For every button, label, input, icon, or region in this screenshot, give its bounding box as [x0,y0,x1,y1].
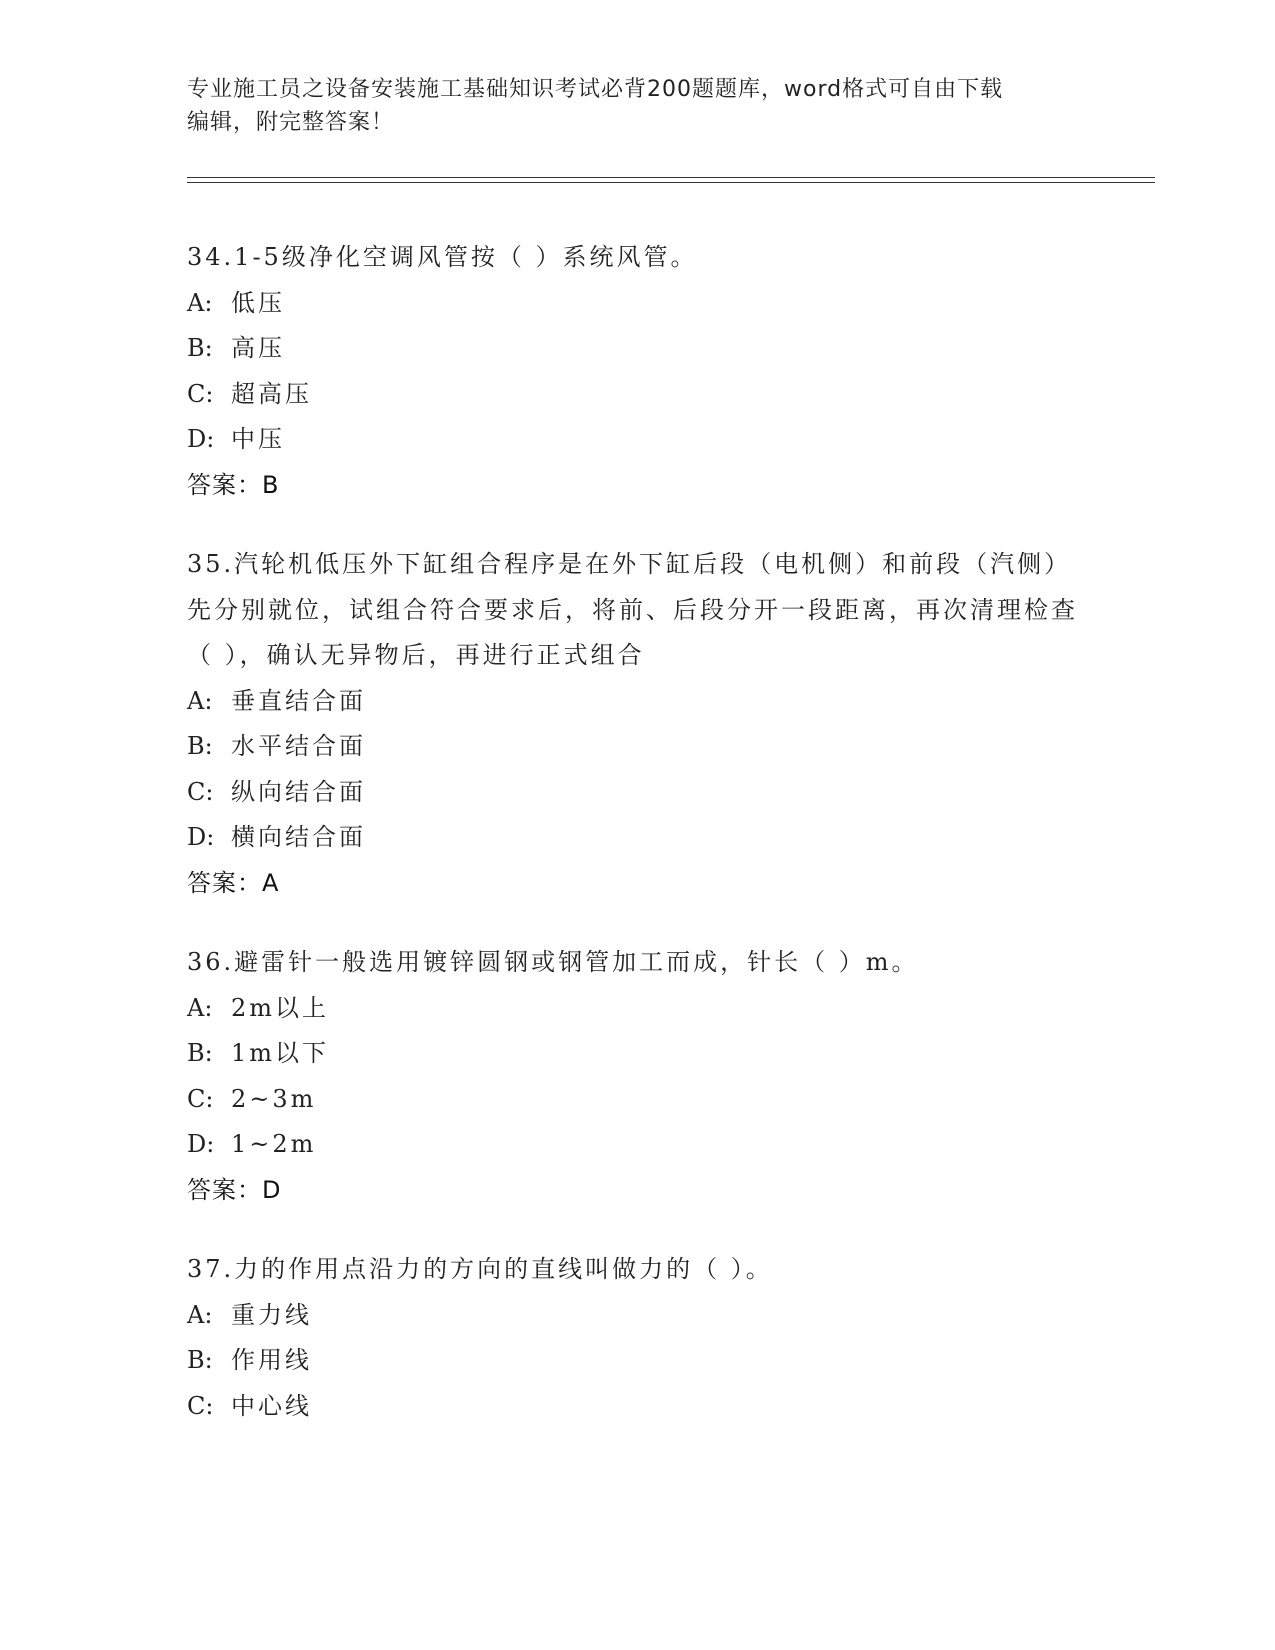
option-key: B: [187,1346,213,1374]
option-c [187,372,1087,418]
option-d [187,417,1087,463]
option-a [187,679,1087,725]
option-key: C: [187,379,214,408]
option-key: A: [187,993,213,1022]
option-text: 作用线 [231,1346,312,1374]
option-d [187,1122,1087,1168]
question-text: 36.避雷针一般选用镀锌圆钢或钢管加工而成，针长（ ）m。 [187,948,919,976]
option-a [187,1293,1087,1339]
option-key: C: [187,1391,214,1420]
option-text: 中心线 [231,1391,312,1420]
option-key: B: [187,732,213,760]
header-title-line1: 专业施工员之设备安装施工基础知识考试必背200题题库，word格式可自由下载 [187,77,1004,102]
option-a [187,986,1087,1032]
question-text: 35.汽轮机低压外下缸组合程序是在外下缸后段（电机侧）和前段（汽侧）先分别就位，试组合符合要求后，将前、后段分开一段距离，再次清理检查（ ），确认无异物后，再进行正式组合 [187,550,1078,669]
option-key: B: [187,1039,213,1067]
option-text: 横向结合面 [231,823,366,851]
question-36 [187,940,1087,1213]
option-text: 1~2m [231,1130,317,1158]
option-b [187,724,1087,770]
answer: 答案：D [187,1175,282,1204]
option-text: 垂直结合面 [231,686,366,715]
option-key: A: [187,686,213,715]
question-list [187,235,1087,1463]
question-text: 34.1-5级净化空调风管按（ ）系统风管。 [187,243,698,271]
option-text: 1m以下 [231,1039,330,1067]
option-key: C: [187,777,214,806]
option-key: D: [187,823,215,851]
option-b [187,1338,1087,1384]
option-text: 高压 [231,334,285,362]
option-text: 纵向结合面 [231,777,366,806]
header-divider-bottom [187,182,1155,183]
option-text: 水平结合面 [231,732,366,760]
option-c [187,1077,1087,1123]
question-34 [187,235,1087,508]
option-key: D: [187,425,215,453]
question-35 [187,542,1087,906]
option-key: A: [187,288,213,317]
option-text: 低压 [231,288,285,317]
header-divider-top [187,177,1155,178]
option-c [187,770,1087,816]
option-key: C: [187,1084,214,1113]
option-text: 重力线 [231,1300,312,1329]
option-text: 超高压 [231,379,312,408]
option-c [187,1384,1087,1430]
option-b [187,326,1087,372]
question-text: 37.力的作用点沿力的方向的直线叫做力的（ ）。 [187,1255,773,1283]
question-37 [187,1247,1087,1429]
option-key: B: [187,334,213,362]
option-a [187,281,1087,327]
option-text: 中压 [231,425,285,453]
header-title-line2: 编辑，附完整答案！ [187,110,395,135]
option-b [187,1031,1087,1077]
option-text: 2~3m [231,1084,317,1113]
answer: 答案：A [187,868,280,897]
option-key: D: [187,1130,215,1158]
answer: 答案：B [187,470,280,499]
option-text: 2m以上 [231,993,330,1022]
document-header [187,73,1087,139]
option-d [187,815,1087,861]
option-key: A: [187,1300,213,1329]
